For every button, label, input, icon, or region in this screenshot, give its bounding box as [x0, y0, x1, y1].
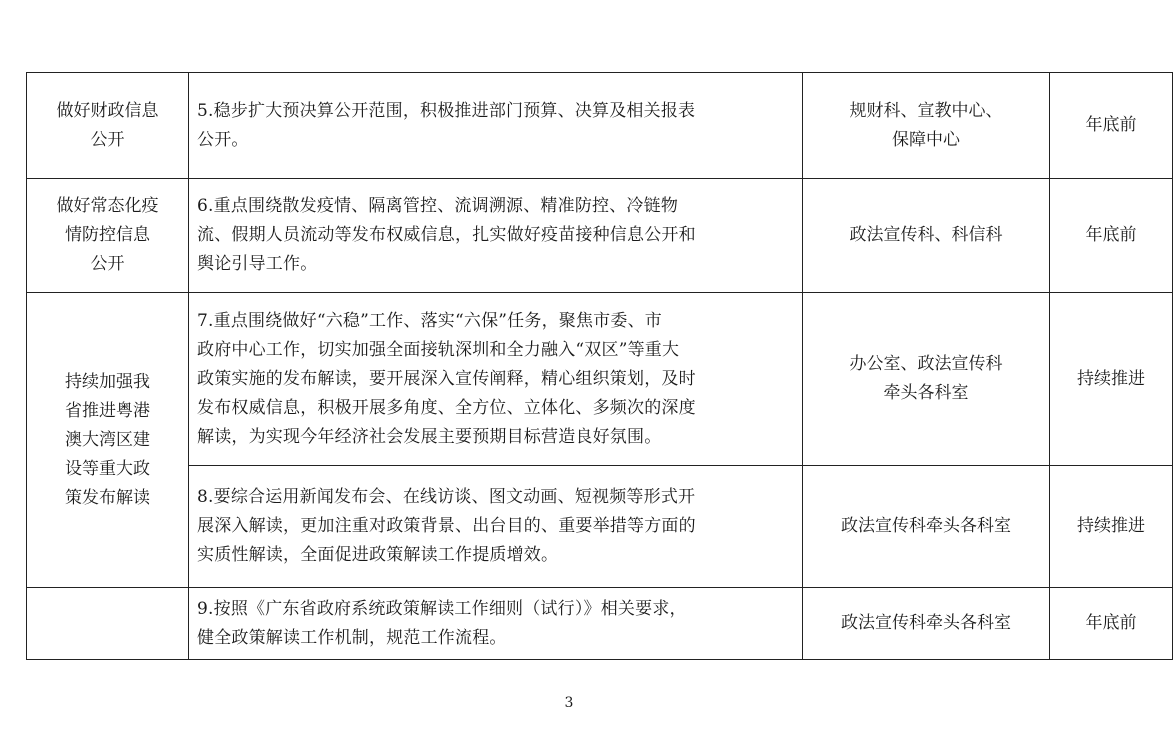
- category-text: 公开: [90, 129, 125, 150]
- task-cell: [189, 73, 803, 179]
- deadline-text: 持续推进: [1077, 516, 1145, 536]
- task-text: 5.稳步扩大预决算公开范围，积极推进部门预算、决算及相关报表: [197, 100, 696, 121]
- task-cell: [189, 179, 803, 293]
- task-text: 发布权威信息，积极开展多角度、全方位、立体化、多频次的深度: [197, 397, 696, 418]
- table-row: [27, 588, 1173, 660]
- deadline-text: 年底前: [1085, 115, 1137, 135]
- department-text: 办公室、政法宣传科: [849, 354, 1003, 374]
- category-text: 情防控信息: [65, 225, 150, 245]
- task-cell: [189, 466, 803, 588]
- department-cell: [803, 293, 1050, 466]
- task-text: 9.按照《广东省政府系统政策解读工作细则（试行）》相关要求，: [197, 598, 687, 619]
- category-text: 省推进粤港: [65, 400, 150, 421]
- category-text: 设等重大政: [65, 458, 150, 479]
- category-cell: [27, 293, 189, 588]
- category-text: 澳大湾区建: [65, 429, 150, 450]
- table-row: [27, 466, 1173, 588]
- deadline-text: 持续推进: [1077, 368, 1145, 389]
- task-text: 展深入解读，更加注重对政策背景、出台目的、重要举措等方面的: [197, 516, 696, 536]
- category-text: 做好常态化疫: [56, 196, 159, 216]
- category-cell: [27, 588, 189, 660]
- category-text: 公开: [90, 254, 125, 274]
- task-cell: [189, 293, 803, 466]
- category-text: 持续加强我: [65, 371, 150, 392]
- category-text: 策发布解读: [65, 487, 150, 508]
- department-cell: [803, 73, 1050, 179]
- deadline-cell: [1050, 466, 1173, 588]
- deadline-text: 年底前: [1085, 225, 1137, 245]
- deadline-cell: [1050, 588, 1173, 660]
- category-text: 做好财政信息: [56, 100, 159, 121]
- department-cell: [803, 588, 1050, 660]
- department-cell: [803, 466, 1050, 588]
- task-text: 政策实施的发布解读，要开展深入宣传阐释，精心组织策划，及时: [197, 368, 696, 389]
- task-text: 实质性解读，全面促进政策解读工作提质增效。: [197, 545, 559, 565]
- table-row: [27, 73, 1173, 179]
- task-text: 公开。: [197, 129, 249, 150]
- task-text: 健全政策解读工作机制，规范工作流程。: [197, 627, 507, 648]
- category-cell: [27, 73, 189, 179]
- deadline-cell: [1050, 179, 1173, 293]
- department-text: 规财科、宣教中心、: [849, 100, 1003, 121]
- table-row: [27, 293, 1173, 466]
- department-cell: [803, 179, 1050, 293]
- task-text: 6.重点围绕散发疫情、隔离管控、流调溯源、精准防控、冷链物: [197, 196, 679, 216]
- table-row: [27, 179, 1173, 293]
- task-text: 8.要综合运用新闻发布会、在线访谈、图文动画、短视频等形式开: [197, 487, 696, 507]
- task-text: 政府中心工作，切实加强全面接轨深圳和全力融入“双区”等重大: [197, 339, 680, 360]
- department-text: 政法宣传科、科信科: [849, 225, 1003, 245]
- department-text: 政法宣传科牵头各科室: [841, 613, 1011, 633]
- category-cell: [27, 179, 189, 293]
- department-text: 牵头各科室: [883, 383, 969, 403]
- task-text: 流、假期人员流动等发布权威信息，扎实做好疫苗接种信息公开和: [197, 225, 696, 245]
- deadline-cell: [1050, 293, 1173, 466]
- task-text: 舆论引导工作。: [197, 254, 318, 274]
- task-cell: [189, 588, 803, 660]
- department-text: 政法宣传科牵头各科室: [841, 516, 1011, 536]
- task-text: 解读，为实现今年经济社会发展主要预期目标营造良好氛围。: [197, 426, 662, 447]
- page-number: 3: [564, 695, 574, 711]
- policy-task-table: [26, 72, 1173, 660]
- task-text: 7.重点围绕做好“六稳”工作、落实“六保”任务，聚焦市委、市: [197, 310, 662, 331]
- deadline-cell: [1050, 73, 1173, 179]
- department-text: 保障中心: [892, 129, 960, 150]
- deadline-text: 年底前: [1085, 613, 1137, 633]
